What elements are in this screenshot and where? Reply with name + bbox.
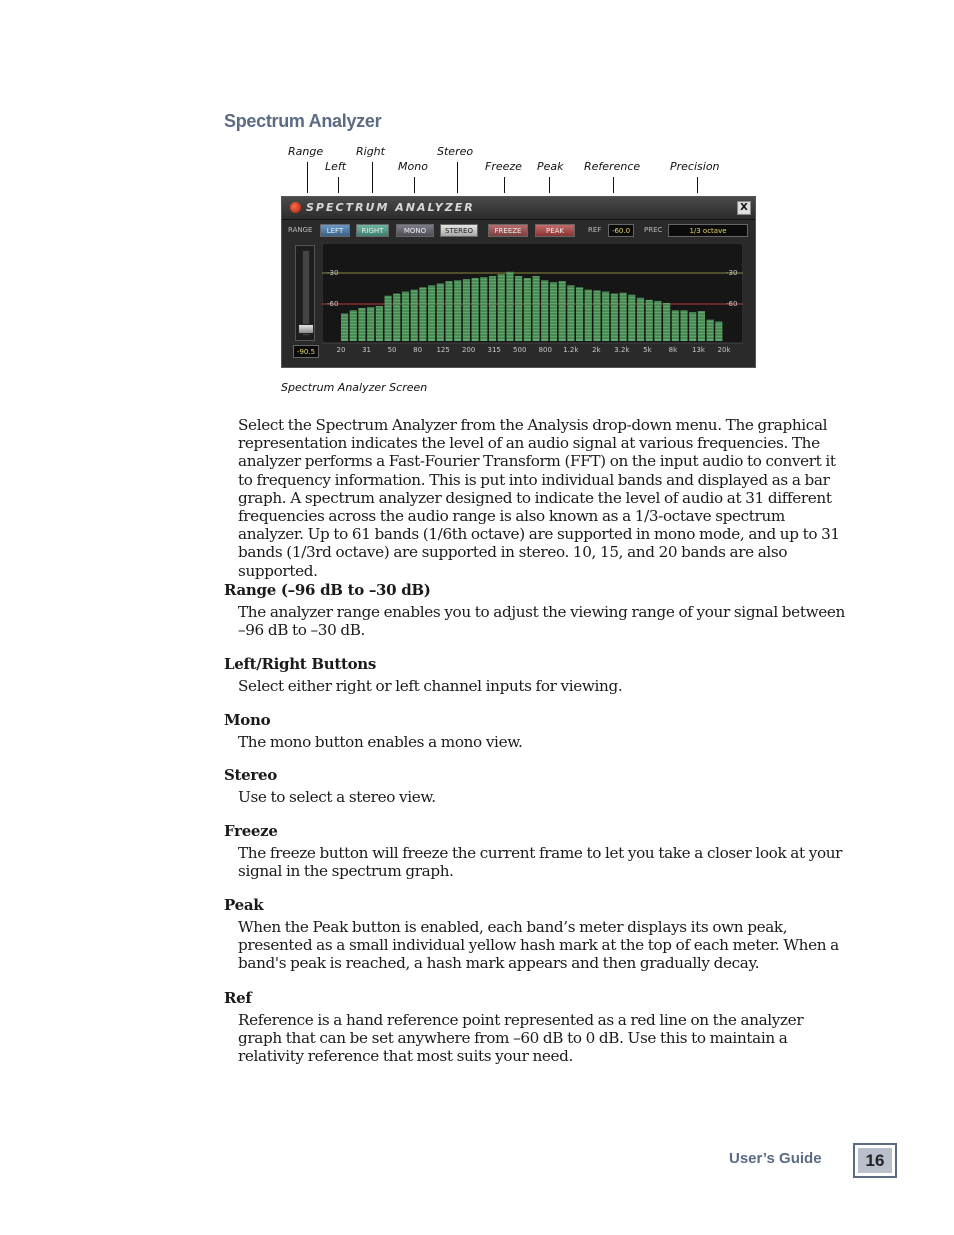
spectrum-bar	[524, 278, 531, 341]
spectrum-bar	[689, 312, 696, 341]
frequency-tick-label: 800	[538, 346, 552, 354]
spectrum-bar	[472, 278, 479, 341]
callout-right-leader	[372, 162, 373, 193]
callout-precision: Precision	[670, 160, 720, 173]
spectrum-bar	[567, 285, 574, 341]
frequency-tick-label: 20	[336, 346, 346, 354]
callout-stereo: Stereo	[437, 145, 474, 158]
db-label-right-60: -60	[726, 300, 738, 308]
frequency-tick-label: 13k	[691, 346, 705, 354]
desc-mono: The mono button enables a mono view.	[238, 733, 523, 751]
term-stereo: Stereo	[224, 766, 277, 784]
prec-label: PREC	[644, 226, 663, 234]
term-mono: Mono	[224, 711, 271, 729]
term-peak: Peak	[224, 896, 264, 914]
freeze-button[interactable]: FREEZE	[488, 224, 528, 237]
desc-stereo: Use to select a stereo view.	[238, 788, 436, 806]
spectrum-bar	[506, 272, 513, 341]
spectrum-bar	[358, 308, 365, 341]
peak-button[interactable]: PEAK	[535, 224, 575, 237]
stereo-button[interactable]: STEREO	[440, 224, 478, 237]
spectrum-bar	[515, 276, 522, 341]
callout-range: Range	[288, 145, 324, 158]
range-slider[interactable]	[295, 245, 315, 341]
callout-left-leader	[338, 177, 339, 193]
range-slider-knob[interactable]	[298, 324, 314, 334]
window-title: SPECTRUM ANALYZER	[306, 201, 475, 214]
frequency-tick-label: 20k	[717, 346, 731, 354]
frequency-labels	[337, 346, 732, 354]
frequency-tick-label: 31	[362, 346, 371, 354]
frequency-tick-label: 125	[436, 346, 450, 354]
term-range: Range (–96 dB to –30 dB)	[224, 581, 431, 599]
frequency-tick-label: 5k	[643, 346, 652, 354]
range-label: RANGE	[288, 226, 313, 234]
spectrum-analyzer-window	[281, 196, 756, 368]
desc-range: The analyzer range enables you to adjust the viewing range of your signal between –96 dB to –30 dB.	[238, 603, 845, 640]
spectrum-bar	[489, 276, 496, 341]
footer-guide-label: User’s Guide	[729, 1150, 822, 1167]
app-logo-icon	[290, 202, 301, 213]
callout-mono-leader	[414, 177, 415, 193]
spectrum-bar	[341, 313, 348, 341]
callout-reference-leader	[613, 177, 614, 193]
section-title: Spectrum Analyzer	[224, 111, 382, 131]
spectrum-graph	[322, 243, 743, 359]
frequency-tick-label: 8k	[668, 346, 678, 354]
term-ref: Ref	[224, 989, 252, 1007]
spectrum-bar	[385, 296, 392, 341]
callout-reference: Reference	[584, 160, 641, 173]
term-freeze: Freeze	[224, 822, 278, 840]
spectrum-bar	[411, 290, 418, 341]
toolbar	[288, 224, 749, 239]
page-number-box	[853, 1143, 897, 1178]
frequency-tick-label: 315	[487, 346, 501, 354]
frequency-tick-label: 3.2k	[614, 346, 630, 354]
spectrum-bar	[367, 307, 374, 341]
intro-paragraph: Select the Spectrum Analyzer from the Analysis drop-down menu. The graphical representation indicates the level of an audio signal at various frequencies. The analyzer performs a Fast-Fourier Transform (FFT) on the input audio to convert it to frequency information. This is put into individual bands and displayed as a bar graph. A spectrum analyzer designed to indicate the level of audio at 31 different frequencies across the audio range is also known as a 1/3-octave spectrum analyzer. Up to 61 bands (1/6th octave) are supported in mono mode, and up to 31 bands (1/3rd octave) are supported in stereo. 10, 15, and 20 bands are also supported.	[238, 416, 840, 580]
precision-select[interactable]: 1/3 octave	[668, 224, 748, 237]
ref-value-field[interactable]: -60.0	[608, 224, 634, 237]
desc-left-right: Select either right or left channel inputs for viewing.	[238, 677, 623, 695]
callout-range-leader	[307, 162, 308, 193]
frequency-tick-label: 1.2k	[563, 346, 579, 354]
db-label-right-30: -30	[726, 269, 738, 277]
callout-peak-leader	[549, 177, 550, 193]
range-value-field[interactable]: -90.5	[293, 345, 319, 358]
callout-stereo-leader	[457, 162, 458, 193]
figure-caption: Spectrum Analyzer Screen	[281, 381, 428, 394]
callout-precision-leader	[697, 177, 698, 193]
frequency-tick-label: 500	[513, 346, 527, 354]
spectrum-bar	[637, 298, 644, 341]
ref-label: REF	[588, 226, 602, 234]
db-label-left-30: -30	[327, 269, 339, 277]
db-label-left-60: -60	[327, 300, 339, 308]
spectrum-bar	[593, 291, 600, 341]
callout-freeze-leader	[504, 177, 505, 193]
desc-ref: Reference is a hand reference point represented as a red line on the analyzer graph that can be set anywhere from –60 dB to 0 dB. Use this to maintain a relativity reference that most suits your need.	[238, 1011, 804, 1066]
frequency-tick-label: 80	[413, 346, 423, 354]
frequency-tick-label: 2k	[592, 346, 601, 354]
callout-right: Right	[356, 145, 385, 158]
page-number: 16	[858, 1148, 892, 1173]
frequency-tick-label: 200	[461, 346, 476, 354]
close-button[interactable]: X	[737, 201, 751, 215]
callout-left: Left	[325, 160, 347, 173]
titlebar	[282, 197, 755, 220]
left-button[interactable]: LEFT	[320, 224, 350, 237]
desc-peak: When the Peak button is enabled, each band’s meter displays its own peak, presented as a small individual yellow hash mark at the top of each meter. When a band's peak is reached, a hash mark appears and then gradually decay.	[238, 918, 839, 973]
spectrum-bar	[533, 276, 540, 341]
callout-mono: Mono	[398, 160, 428, 173]
spectrum-bar	[428, 285, 435, 341]
callout-freeze: Freeze	[485, 160, 522, 173]
mono-button[interactable]: MONO	[396, 224, 434, 237]
frequency-tick-label: 50	[387, 346, 397, 354]
spectrum-bar	[585, 290, 592, 341]
term-left-right: Left/Right Buttons	[224, 655, 377, 673]
desc-freeze: The freeze button will freeze the current frame to let you take a closer look at your signal in the spectrum graph.	[238, 844, 843, 881]
callout-peak: Peak	[537, 160, 564, 173]
right-button[interactable]: RIGHT	[356, 224, 389, 237]
